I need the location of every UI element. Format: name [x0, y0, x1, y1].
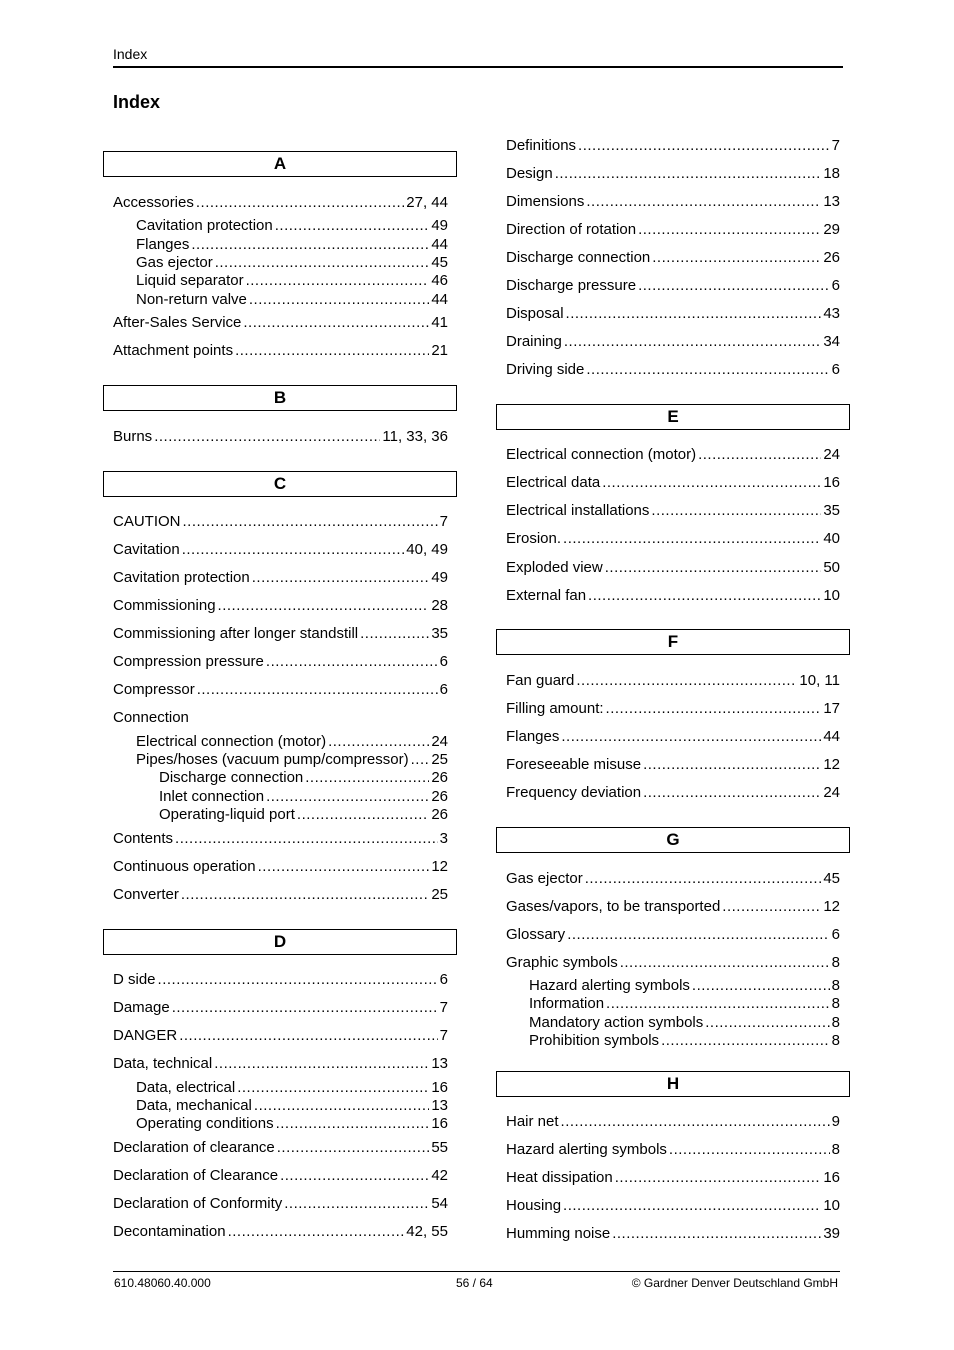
- index-subentry[interactable]: Information ..... 8: [529, 995, 840, 1013]
- index-entry[interactable]: Graphic symbols ..... 8: [506, 954, 840, 972]
- letter-heading-h: H: [496, 1071, 850, 1097]
- index-entry[interactable]: Continuous operation ..... 12: [113, 858, 448, 876]
- index-entry[interactable]: Driving side ..... 6: [506, 361, 840, 379]
- index-entry[interactable]: Converter ..... 25: [113, 886, 448, 904]
- index-subentry[interactable]: Electrical connection (motor) ..... 24: [136, 733, 448, 751]
- letter-heading-g: G: [496, 827, 850, 853]
- index-subentry[interactable]: Data, mechanical ..... 13: [136, 1097, 448, 1115]
- index-entry[interactable]: Declaration of Conformity ..... 54: [113, 1195, 448, 1213]
- index-entry[interactable]: Contents ..... 3: [113, 830, 448, 848]
- index-entry[interactable]: Damage ..... 7: [113, 999, 448, 1017]
- index-entry[interactable]: Foreseeable misuse ..... 12: [506, 756, 840, 774]
- index-entry[interactable]: After-Sales Service ..... 41: [113, 314, 448, 332]
- index-subentry[interactable]: Flanges ..... 44: [136, 236, 448, 254]
- index-subentry[interactable]: Cavitation protection ..... 49: [136, 217, 448, 235]
- index-entry[interactable]: Compression pressure ..... 6: [113, 653, 448, 671]
- index-entry[interactable]: External fan ..... 10: [506, 587, 840, 605]
- index-subsubentry[interactable]: Operating-liquid port ..... 26: [159, 806, 448, 824]
- index-entry[interactable]: Decontamination ..... 42, 55: [113, 1223, 448, 1241]
- index-entry[interactable]: DANGER ..... 7: [113, 1027, 448, 1045]
- index-subentry[interactable]: Data, electrical ..... 16: [136, 1079, 448, 1097]
- index-entry[interactable]: Frequency deviation ..... 24: [506, 784, 840, 802]
- index-subsubentry[interactable]: Inlet connection ..... 26: [159, 788, 448, 806]
- footer-page-number: 56 / 64: [456, 1276, 493, 1290]
- index-entry[interactable]: Burns ..... 11, 33, 36: [113, 428, 448, 446]
- index-entry[interactable]: D side ..... 6: [113, 971, 448, 989]
- index-subentry[interactable]: Mandatory action symbols ..... 8: [529, 1014, 840, 1032]
- index-entry[interactable]: Draining ..... 34: [506, 333, 840, 351]
- index-entry[interactable]: Heat dissipation ..... 16: [506, 1169, 840, 1187]
- index-entry[interactable]: Electrical installations ..... 35: [506, 502, 840, 520]
- index-entry[interactable]: Glossary ..... 6: [506, 926, 840, 944]
- running-header-title: Index: [113, 46, 148, 62]
- index-entry[interactable]: Gases/vapors, to be transported ..... 12: [506, 898, 840, 916]
- index-entry[interactable]: Dimensions ..... 13: [506, 193, 840, 211]
- index-subentry[interactable]: Gas ejector ..... 45: [136, 254, 448, 272]
- index-entry[interactable]: Declaration of Clearance ..... 42: [113, 1167, 448, 1185]
- index-entry[interactable]: Hair net ..... 9: [506, 1113, 840, 1131]
- index-entry[interactable]: Compressor ..... 6: [113, 681, 448, 699]
- index-entry[interactable]: Design ..... 18: [506, 165, 840, 183]
- index-entry[interactable]: Erosion. ..... 40: [506, 530, 840, 548]
- index-entry[interactable]: Direction of rotation ..... 29: [506, 221, 840, 239]
- index-subentry[interactable]: Liquid separator ..... 46: [136, 272, 448, 290]
- index-entry[interactable]: Data, technical ..... 13: [113, 1055, 448, 1073]
- index-entry[interactable]: Hazard alerting symbols ..... 8: [506, 1141, 840, 1159]
- index-entry[interactable]: Accessories ..... 27, 44: [113, 194, 448, 212]
- index-entry[interactable]: Discharge pressure ..... 6: [506, 277, 840, 295]
- index-entry[interactable]: Attachment points ..... 21: [113, 342, 448, 360]
- letter-heading-a: A: [103, 151, 457, 177]
- index-entry[interactable]: Gas ejector ..... 45: [506, 870, 840, 888]
- index-entry[interactable]: Cavitation ..... 40, 49: [113, 541, 448, 559]
- index-entry[interactable]: Flanges ..... 44: [506, 728, 840, 746]
- footer-copyright: © Gardner Denver Deutschland GmbH: [631, 1276, 838, 1290]
- index-subentry[interactable]: Pipes/hoses (vacuum pump/compressor) ..... 25: [136, 751, 448, 769]
- letter-heading-e: E: [496, 404, 850, 430]
- index-entry[interactable]: Fan guard ..... 10, 11: [506, 672, 840, 690]
- index-subentry[interactable]: Prohibition symbols ..... 8: [529, 1032, 840, 1050]
- running-header: [113, 46, 843, 68]
- index-entry[interactable]: Humming noise ..... 39: [506, 1225, 840, 1243]
- index-entry[interactable]: Exploded view ..... 50: [506, 559, 840, 577]
- letter-heading-f: F: [496, 629, 850, 655]
- index-subentry[interactable]: Hazard alerting symbols ..... 8: [529, 977, 840, 995]
- index-entry[interactable]: Discharge connection ..... 26: [506, 249, 840, 267]
- index-subsubentry[interactable]: Discharge connection ..... 26: [159, 769, 448, 787]
- index-entry[interactable]: Connection: [113, 709, 189, 726]
- index-entry[interactable]: Commissioning after longer standstill ..... 35: [113, 625, 448, 643]
- index-subentry[interactable]: Non-return valve ..... 44: [136, 291, 448, 309]
- index-entry[interactable]: Definitions ..... 7: [506, 137, 840, 155]
- index-entry[interactable]: Electrical connection (motor) ..... 24: [506, 446, 840, 464]
- index-entry[interactable]: Cavitation protection ..... 49: [113, 569, 448, 587]
- letter-heading-d: D: [103, 929, 457, 955]
- index-entry[interactable]: Housing ..... 10: [506, 1197, 840, 1215]
- footer-divider: [113, 1271, 840, 1272]
- index-entry[interactable]: Filling amount: ..... 17: [506, 700, 840, 718]
- index-subentry[interactable]: Operating conditions ..... 16: [136, 1115, 448, 1133]
- index-entry[interactable]: CAUTION ..... 7: [113, 513, 448, 531]
- index-entry[interactable]: Electrical data ..... 16: [506, 474, 840, 492]
- page-title: Index: [113, 92, 161, 112]
- index-entry[interactable]: Declaration of clearance ..... 55: [113, 1139, 448, 1157]
- footer-doc-number: 610.48060.40.000: [114, 1276, 211, 1290]
- letter-heading-c: C: [103, 471, 457, 497]
- index-entry[interactable]: Commissioning ..... 28: [113, 597, 448, 615]
- letter-heading-b: B: [103, 385, 457, 411]
- index-entry[interactable]: Disposal ..... 43: [506, 305, 840, 323]
